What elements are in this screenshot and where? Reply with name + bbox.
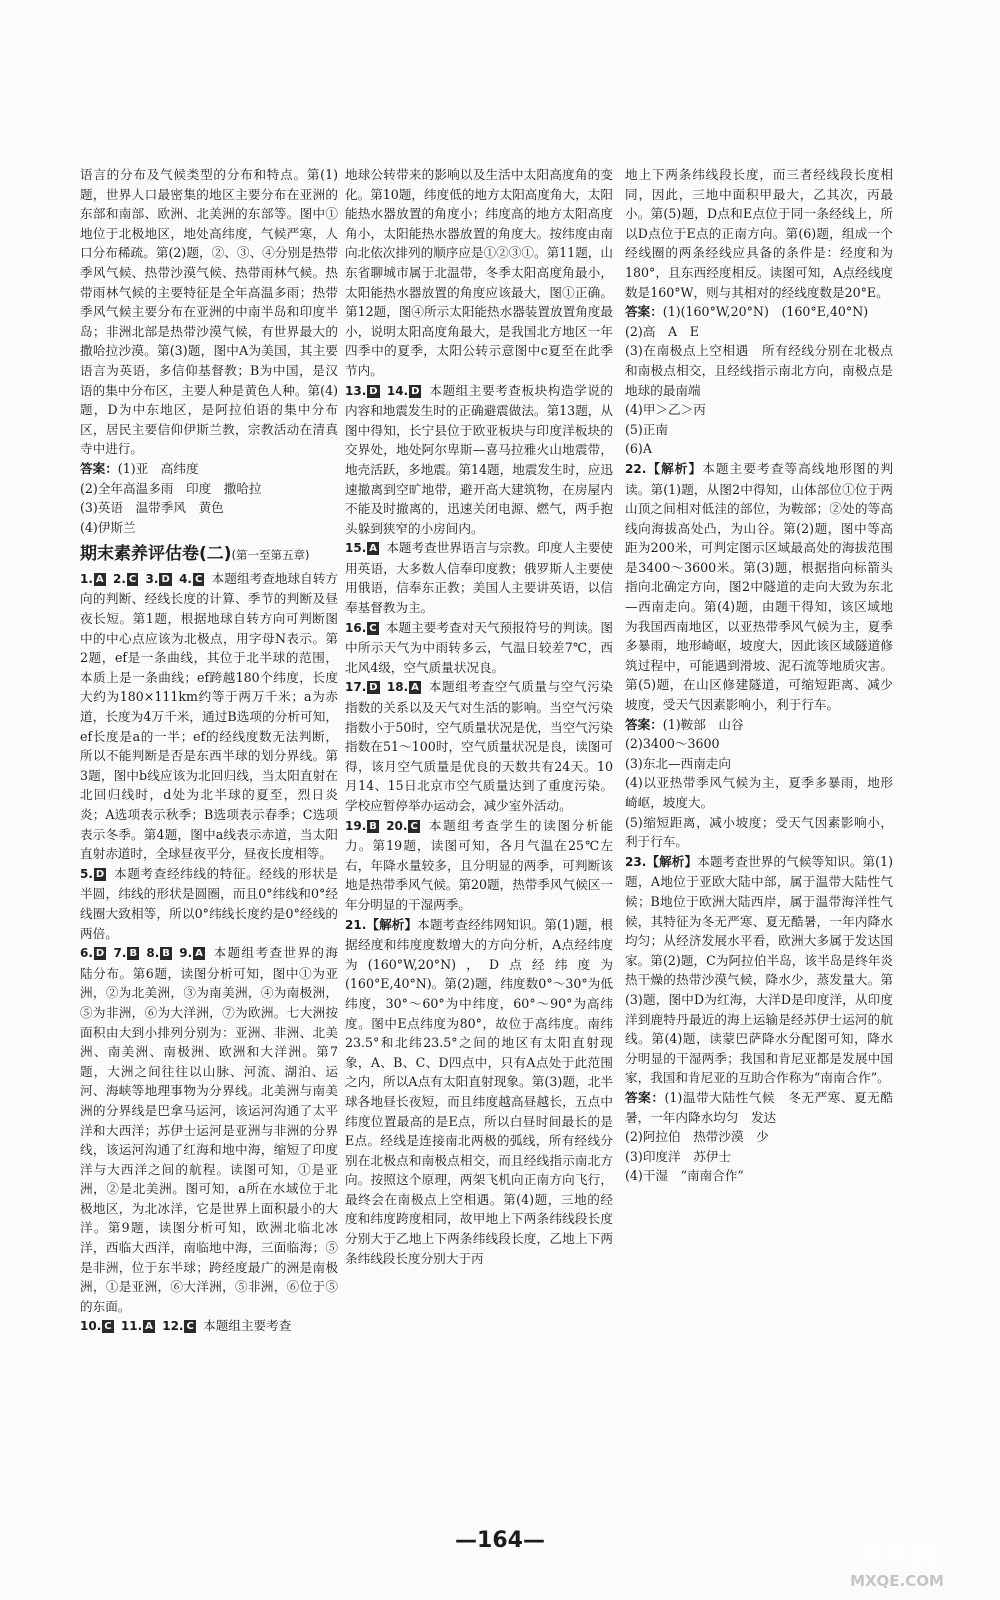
answer-label: 答案： — [80, 460, 118, 476]
answer-line: (4)伊斯兰 — [80, 519, 136, 535]
question-number: 14. — [386, 383, 409, 398]
paragraph: 地球公转带来的影响以及生活中太阳高度角的变化。第10题，纬度低的地方太阳高度角大，太阳能热水器放置的角度小；纬度高的地方太阳高度角小，太阳能热水器放置的角度大。按纬度由南向北依次排列的顺序应是①②③①。第11题，山东省聊城市属于北温带，冬季太阳高度角最小，太阳能热水器放置的角度应该最大，图①正确。第12题，图④所示太阳能热水器装置放置角度最小，说明太阳高度角最大，是我国北方地区一年四季中的夏季，太阳公转示意图中c夏至在此季节内。 — [345, 167, 613, 378]
question-number: 19. — [345, 818, 367, 833]
explanation: 本题组考查世界的海陆分布。第6题，读图分析可知，图中①为亚洲，②为北美洲，③为南美洲，④为南极洲，⑤为非洲，⑥为大洋洲，⑦为欧洲。七大洲按面积由大到小排列分别为：亚洲、非洲、北美洲、南美洲、南极洲、欧洲和大洋洲。第7题，大洲之间往往以山脉、河流、湖泊、运河、海峡等地理事物为分界线。北美洲与南美洲的分界线是巴拿马运河，该运河沟通了太平洋和大西洋；苏伊士运河是亚洲与非洲的分界线，该运河沟通了红海和地中海，缩短了印度洋与大西洋之间的航程。读图可知，①是亚洲，②是北美洲。图可知，a所在水域位于北极地区，为北冰洋，它是世界上面积最小的大洋。第9题，读图分析可知，欧洲北临北冰洋，西临大西洋，南临地中海，三面临海；⑤是非洲，位于东半球；跨经度最广的洲是南极洲，①是亚洲，⑥大洋洲，⑤非洲，⑥位于⑤的东面。 — [80, 945, 338, 1314]
question-group — [345, 618, 613, 678]
answer-key-box: B — [162, 948, 170, 960]
question-number: 21. — [345, 917, 367, 932]
answer-line: (2)3400～3600 — [625, 736, 720, 752]
question-group — [80, 569, 338, 864]
question-analysis — [345, 915, 613, 1269]
question-number: 5. — [80, 866, 93, 881]
answer-line: (3)东北—西南走向 — [625, 755, 731, 771]
explanation: 本题组主要考查板块构造学说的内容和地震发生时的正确避震做法。第13题，从图中得知，长宁县位于欧亚板块与印度洋板块的交界处，地处阿尔卑斯—喜马拉雅火山地震带，地壳活跃，多地震。第14题，地震发生时，应迅速撤离到空旷地带，避开高大建筑物，在房屋内不能及时撤离的，迅速关闭电源、燃气，两手抱头躲到狭窄的小房间内。 — [345, 382, 613, 536]
question-group — [345, 381, 613, 539]
answer-key-box: D — [369, 385, 378, 397]
question-number: 18. — [386, 680, 409, 695]
svg-text:MXQE.COM: MXQE.COM — [850, 1572, 944, 1590]
answer-line: (3)英语 温带季风 黄色 — [80, 500, 224, 516]
answer-line: (5)正南 — [625, 421, 669, 437]
question-group — [80, 1316, 338, 1337]
answer-line: (6)A — [625, 441, 652, 457]
answer-block — [80, 459, 338, 479]
explanation: 本题组主要考查 — [203, 1318, 292, 1334]
explanation: 本题主要考查等高线地形图的判读。第(1)题，从图2中得知，山体部位①位于两山顶之间相对低洼的部位，为鞍部；②处的等高线向海拔高处凸，为山谷。第(2)题，图中等高距为200米，可判定图示区域最高处的海拔范围是3400～3600米。第(3)题，根据指向标箭头指向北确定方向，图2中隧道的走向大致为东北—西南走向。第(4)题，由题干得知，该区域地为我国西南地区，以亚热带季风气候为主，夏季多暴雨，地形崎岖，坡度大，因此该区域隧道修筑过程中，可能遇到滑坡、泥石流等地质灾害。第(5)题，在山区修建隧道，可缩短距离、减少坡度，受天气因素影响小，利于行车。 — [625, 460, 894, 713]
question-number: 1. — [80, 571, 93, 586]
answer-key-box: C — [410, 820, 418, 832]
answer-line: (1)鞍部 山谷 — [662, 716, 744, 732]
explanation: 本题考查经纬线的特征。经线的形状是半圆，纬线的形状是圆圈，而且0°纬线和0°经线圈大致相等，所以0°纬线长度约是0°经线的两倍。 — [80, 865, 338, 941]
question-number: 3. — [145, 571, 159, 586]
question-number: 6. — [80, 946, 93, 961]
answer-line: (2)阿拉伯 热带沙漠 少 — [625, 1129, 769, 1145]
answer-key-box: A — [411, 682, 419, 694]
answer-line: (3)印度洋 苏伊士 — [625, 1148, 731, 1164]
answer-line: (4)干湿 “南南合作” — [625, 1168, 744, 1184]
question-number: 10. — [80, 1319, 102, 1334]
column-middle — [345, 165, 613, 1268]
answer-key-box: A — [369, 543, 378, 555]
answer-label: 答案： — [625, 1089, 665, 1105]
question-number: 20. — [386, 818, 408, 833]
question-number: 17. — [345, 680, 367, 695]
answer-key-box: D — [411, 385, 420, 397]
explanation: 本题考查世界的气候等知识。第(1)题，A地位于亚欧大陆中部，属于温带大陆性气候；B地位于欧洲大陆西岸，属于温带海洋性气候，其特征为冬无严寒、夏无酷暑，一年内降水均匀；从经济发展水平看，欧洲大多属于发达国家。第(2)题，C为阿拉伯半岛，该半岛是终年炎热干燥的热带沙漠气候，降水少，蒸发量大。第(3)题，图中D为红海，大洋D是印度洋，从印度洋到鹿特丹最近的海上运输是经苏伊士运河的航线。第(4)题，读蒙巴萨降水分配图可知，降水分明显的干湿两季；我国和肯尼亚都是发展中国家，我国和肯尼亚的互助合作称为“南南合作”。 — [625, 853, 894, 1086]
question-number: 22. — [625, 461, 647, 476]
question-number: 11. — [120, 1319, 143, 1334]
question-number: 23. — [625, 854, 647, 869]
answer-line: (1)亚 高纬度 — [117, 460, 199, 476]
answer-line: (2)高 A E — [625, 323, 699, 339]
question-number: 15. — [345, 541, 367, 556]
column-right — [625, 165, 893, 1186]
question-number: 13. — [345, 383, 367, 398]
answer-block — [625, 715, 893, 735]
question-number: 7. — [113, 946, 127, 961]
answer-line: (2)全年高温多雨 印度 撒哈拉 — [80, 480, 262, 496]
answer-key-box: C — [186, 1321, 194, 1333]
question-group — [345, 816, 613, 915]
answer-line: (1)温带大陆性气候 冬无严寒、夏无酷暑，一年内降水均匀 发达 — [625, 1089, 893, 1125]
question-group — [80, 943, 338, 1316]
analysis-tag: 【解析】 — [366, 916, 418, 932]
question-analysis — [625, 852, 893, 1088]
analysis-tag: 【解析】 — [646, 460, 703, 476]
answer-key-box: A — [95, 573, 104, 585]
answer-block — [625, 302, 893, 322]
paragraph: 地上下两条纬线段长度，而三者经线段长度相同，因此，三地中面积甲最大，乙其次，丙最小。第(5)题，D点和E点位于同一条经线上，所以D点位于E点的正南方向。第(6)题，组成一个经线圈的两条经线应具备的条件是：经度和为180°，且东西经度相反。读图可知，A点经线度数是160°W，则与其相对的经线度数是20°E。 — [625, 167, 893, 300]
answer-line: (4)甲＞乙＞丙 — [625, 402, 706, 418]
answer-key-box: A — [145, 1321, 153, 1333]
question-group — [80, 864, 338, 943]
question-group — [345, 538, 613, 617]
page-number: —164— — [455, 1528, 545, 1553]
answer-label: 答案： — [625, 304, 663, 320]
question-analysis — [625, 459, 893, 715]
explanation: 本题考查经纬网知识。第(1)题，根据经度和纬度度数增大的方向分析，A点经纬度为(160°W,20°N)，D点经纬度为(160°E,40°N)。第(2)题，纬度数0°～30°为低纬度，30°～60°为中纬度，60°～90°为高纬度。图中E点纬度为80°，故位于高纬度。南纬23.5°和北纬23.5°之间的地区有太阳直射现象，A、B、C、D四点中，只有A点处于此范围之内，所以A点有太阳直射现象。第(3)题，北半球各地昼长夜短，而且纬度越高昼越长，五点中纬度位置最高的是E点，所以白昼时间最长的是E点。经线是连接南北两极的弧线，所有经线分别在北极点和南极点相交，而且经线指示南北方向。按照这个原理，两架飞机向正南方向飞行，最终会在南极点上空相遇。第(4)题，三地的经度和纬度跨度相同，故甲地上下两条纬线段长度分别大于乙地上下两条纬线段长度，乙地上下两条纬线段长度分别大于丙 — [345, 916, 614, 1266]
explanation: 本题考查世界语言与宗教。印度人主要使用英语，大多数人信奉印度教；俄罗斯人主要使用俄语，信奉东正教；美国人主要讲英语，以信奉基督教为主。 — [345, 540, 613, 616]
answer-key-box: C — [369, 622, 377, 634]
analysis-tag: 【解析】 — [646, 853, 698, 869]
answer-block — [625, 1088, 893, 1127]
answer-line: (1)(160°W,20°N) (160°E,40°N) — [662, 304, 869, 320]
question-number: 16. — [345, 620, 367, 635]
answer-key-box: B — [129, 948, 138, 960]
answer-key-box: C — [194, 573, 203, 585]
question-number: 9. — [179, 946, 193, 961]
answer-key-box: C — [104, 1321, 112, 1333]
answer-label: 答案： — [625, 716, 663, 732]
explanation: 本题组考查学生的读图分析能力。第19题，读图可知，各月气温在25℃左右，年降水量较多，且分明显的两季，可判断该地是热带季风气候。第20题，热带季风气候区一年分明显的干湿两季。 — [345, 817, 613, 912]
svg-text:答案圈: 答案圈 — [854, 1538, 940, 1571]
explanation: 本题组考查空气质量与空气污染指数的关系以及天气对生活的影响。当空气污染指数小于50时，空气质量状况是优，当空气污染指数在51～100时，空气质量状况是良，读图可得，该月空气质量是优良的天数共有24天。10月14、15日北京市空气质量达到了重度污染。学校应暂停举办运动会，减少室外活动。 — [345, 679, 613, 813]
answer-line: (5)缩短距离，减小坡度；受天气因素影响小，利于行车。 — [625, 814, 893, 850]
answer-key-box: D — [369, 682, 378, 694]
paragraph: 语言的分布及气候类型的分布和特点。第(1)题，世界人口最密集的地区主要分布在亚洲的东部和南部、欧洲、北美洲的东部等。图中①地位于北极地区，地处高纬度，气候严寒，人口分布稀疏。第(2)题，②、③、④分别是热带季风气候、热带沙漠气候、热带雨林气候。热带雨林气候的主要特征是全年高温多雨；热带季风气候主要分布在亚洲的中南半岛和印度半岛；非洲北部是热带沙漠气候，有世界最大的撒哈拉沙漠。第(3)题，图中A为美国，其主要语言为英语，多信仰基督教；B为中国，是汉语的集中分布区，主要人种是黄色人种。第(4)题，D为中东地区，是阿拉伯语的集中分布区，居民主要信仰伊斯兰教，宗教活动在清真寺中进行。 — [80, 167, 338, 457]
answer-line: (3)在南极点上空相遇 所有经线分别在北极点和南极点相交，且经线指示南北方向，南极点是地球的最南端 — [625, 343, 893, 398]
answer-key-box: C — [128, 573, 137, 585]
column-left — [80, 165, 338, 1337]
watermark-logo — [812, 1532, 982, 1592]
question-number: 2. — [112, 571, 126, 586]
answer-key-box: D — [161, 573, 170, 585]
answer-key-box: A — [195, 948, 203, 960]
answer-key-box: D — [95, 868, 105, 880]
question-group — [345, 677, 613, 815]
answer-key-box: B — [369, 820, 377, 832]
explanation: 本题主要考查对天气预报符号的判读。图中所示天气为中雨转多云，气温日较差7℃，西北风4级，空气质量状况良。 — [345, 619, 613, 675]
explanation: 本题组考查地球自转方向的判断、经线长度的计算、季节的判断及昼夜长短。第1题，根据地球自转方向可判断图中的中心点应该为北极点，用字母N表示。第2题，ef是一条曲线，其位于北半球的范围，本质上是一条曲线；ef跨越180个纬度，长度大约为180×111km约等于两万千米；a为赤道，长度为4万千米，通过B选项的分析可知，ef长度是a的一半；ef的经线度数无法判断，所以不能判断是否是东西半球的划分界线。第3题，图中b线应该为北回归线，当太阳直射在北回归线时，d处为北半球的夏至，烈日炎炎；A选项表示秋季；B选项表示春季；C选项表示冬季。第4题，图中a线表示赤道，当太阳直射赤道时，全球昼夜平分，昼夜长度相等。 — [80, 570, 338, 862]
question-number: 4. — [179, 571, 192, 586]
section-subtitle: (第一至第五章) — [231, 548, 310, 563]
answer-line: (4)以亚热带季风气候为主，夏季多暴雨，地形崎岖，坡度大。 — [625, 775, 893, 810]
answer-key-box: D — [95, 948, 105, 960]
section-title: 期末素养评估卷(二)(第一至第五章) — [80, 544, 310, 565]
question-number: 8. — [146, 946, 160, 961]
question-number: 12. — [162, 1319, 184, 1334]
